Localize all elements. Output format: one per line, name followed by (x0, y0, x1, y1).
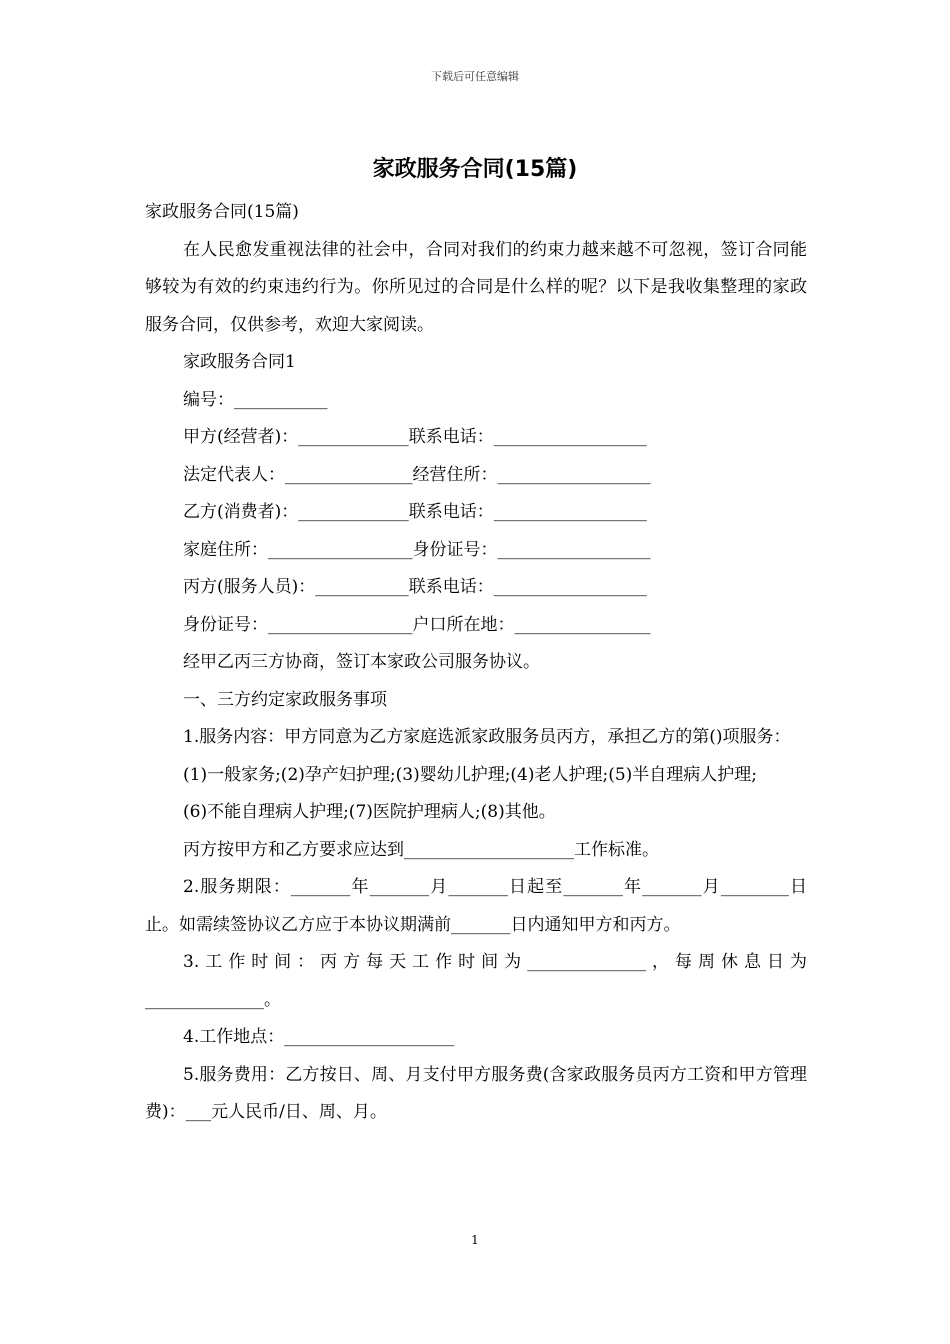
work-standard-clause: 丙方按甲方和乙方要求应达到____________________工作标准。 (183, 839, 659, 860)
header-note: 下载后可任意编辑 (431, 70, 519, 83)
document-body (145, 194, 807, 1132)
document-title: 家政服务合同(15篇) (372, 157, 578, 182)
intro-paragraph: 在人民愈发重视法律的社会中，合同对我们的约束力越来越不可忽视，签订合同能够较为有效的约束违约行为。你所见过的合同是什么样的呢？以下是我收集整理的家政服务合同，仅供参考，欢迎大家阅读。 (145, 239, 807, 335)
home-address-line: 家庭住所：_________________身份证号：__________________ (183, 539, 651, 560)
service-options-2: (6)不能自理病人护理;(7)医院护理病人;(8)其他。 (183, 802, 556, 822)
party-b-line: 乙方(消费者)：_____________联系电话：__________________ (183, 502, 647, 522)
page-number: 1 (471, 1233, 479, 1247)
section-heading-1: 一、三方约定家政服务事项 (183, 689, 387, 710)
id-number-line: 身份证号：_________________户口所在地：________________ (183, 614, 651, 635)
legal-representative-line: 法定代表人：_______________经营住所：__________________ (183, 464, 651, 485)
party-a-line: 甲方(经营者)：_____________联系电话：__________________ (183, 427, 647, 447)
working-hours-clause: 3.工作时间：丙方每天工作时间为______________，每周休息日为______________。 (145, 952, 807, 1010)
subtitle-paragraph: 家政服务合同(15篇) (145, 202, 299, 222)
service-options-1: (1)一般家务;(2)孕产妇护理;(3)婴幼儿护理;(4)老人护理;(5)半自理病人护理; (183, 764, 758, 785)
service-fee-clause: 5.服务费用：乙方按日、周、月支付甲方服务费(含家政服务员丙方工资和甲方管理费)：___元人民币/日、周、月。 (145, 1064, 807, 1122)
contract-heading: 家政服务合同1 (183, 352, 296, 372)
work-location-clause: 4.工作地点：____________________ (183, 1027, 455, 1047)
party-c-line: 丙方(服务人员)：___________联系电话：__________________ (183, 577, 647, 597)
service-period-clause: 2.服务期限：_______年_______月_______日起至_______年_______月________日止。如需续签协议乙方应于本协议期满前_______日内通知甲方和丙方。 (145, 877, 807, 935)
service-content-clause: 1.服务内容：甲方同意为乙方家庭选派家政服务员丙方，承担乙方的第()项服务： (183, 727, 791, 747)
contract-number-line: 编号：___________ (183, 389, 328, 410)
agreement-statement: 经甲乙丙三方协商，签订本家政公司服务协议。 (183, 652, 540, 672)
